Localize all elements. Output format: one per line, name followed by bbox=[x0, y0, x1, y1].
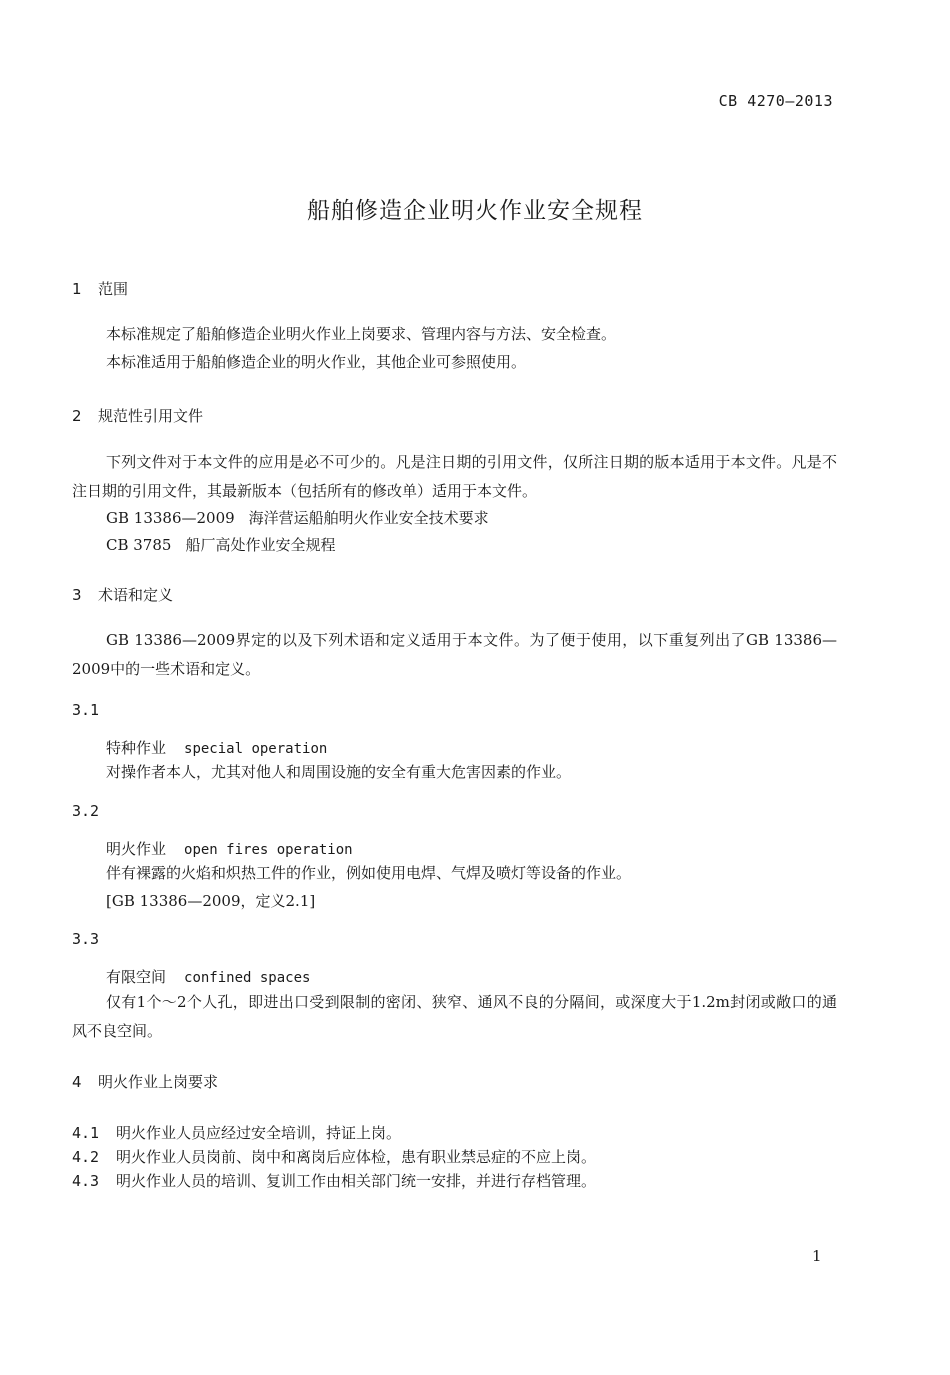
section-number: 1 bbox=[72, 280, 82, 298]
reference-item bbox=[106, 534, 335, 555]
section-4-heading bbox=[72, 1071, 218, 1092]
term-heading bbox=[106, 838, 353, 859]
reference-item bbox=[106, 507, 489, 528]
term-definition: 仅有1个～2个人孔，即进出口受到限制的密闭、狭窄、通风不良的分隔间，或深度大于1.2m封闭或敞口的通风不良空间。 bbox=[72, 993, 837, 1040]
term-heading bbox=[106, 966, 310, 987]
item-text: 明火作业人员应经过安全培训，持证上岗。 bbox=[116, 1124, 402, 1142]
reference-title: 船厂高处作业安全规程 bbox=[185, 536, 336, 554]
reference-code: GB 13386—2009 bbox=[106, 509, 235, 527]
term-number: 3.2 bbox=[72, 802, 100, 820]
section-title: 明火作业上岗要求 bbox=[98, 1073, 219, 1091]
section-3-para-1: GB 13386—2009界定的以及下列术语和定义适用于本文件。为了便于使用，以下重复列出了GB 13386—2009中的一些术语和定义。 bbox=[72, 631, 837, 678]
section-2-heading bbox=[72, 405, 203, 426]
term-en: confined spaces bbox=[184, 970, 311, 986]
term-zh: 有限空间 bbox=[106, 968, 167, 986]
item-number: 4.3 bbox=[72, 1172, 100, 1190]
section-title: 术语和定义 bbox=[98, 586, 174, 604]
section-number: 4 bbox=[72, 1073, 82, 1091]
item-text: 明火作业人员的培训、复训工作由相关部门统一安排，并进行存档管理。 bbox=[116, 1172, 597, 1190]
term-number: 3.1 bbox=[72, 701, 100, 719]
term-zh: 特种作业 bbox=[106, 739, 167, 757]
standard-code: CB 4270—2013 bbox=[718, 92, 833, 110]
section-title: 范围 bbox=[98, 280, 129, 298]
section-number: 3 bbox=[72, 586, 82, 604]
reference-code: CB 3785 bbox=[106, 536, 172, 554]
section-2-para-1: 下列文件对于本文件的应用是必不可少的。凡是注日期的引用文件，仅所注日期的版本适用于本文件。凡是不注日期的引用文件，其最新版本（包括所有的修改单）适用于本文件。 bbox=[72, 453, 837, 500]
term-number: 3.3 bbox=[72, 930, 100, 948]
term-definition: 对操作者本人，尤其对他人和周围设施的安全有重大危害因素的作业。 bbox=[106, 763, 572, 781]
page-number: 1 bbox=[812, 1247, 822, 1265]
term-en: open fires operation bbox=[184, 842, 353, 858]
term-source: [GB 13386—2009，定义2.1] bbox=[106, 892, 316, 910]
term-heading bbox=[106, 737, 327, 758]
item-number: 4.2 bbox=[72, 1148, 100, 1166]
section-1-para-2: 本标准适用于船舶修造企业的明火作业，其他企业可参照使用。 bbox=[106, 353, 527, 371]
section-1-heading bbox=[72, 278, 128, 299]
list-item bbox=[72, 1146, 596, 1167]
section-3-heading bbox=[72, 584, 173, 605]
term-definition: 伴有裸露的火焰和炽热工件的作业，例如使用电焊、气焊及喷灯等设备的作业。 bbox=[106, 864, 632, 882]
section-number: 2 bbox=[72, 407, 82, 425]
document-title: 船舶修造企业明火作业安全规程 bbox=[307, 198, 643, 224]
reference-title: 海洋营运船舶明火作业安全技术要求 bbox=[248, 509, 489, 527]
item-text: 明火作业人员岗前、岗中和离岗后应体检，患有职业禁忌症的不应上岗。 bbox=[116, 1148, 597, 1166]
section-title: 规范性引用文件 bbox=[98, 407, 204, 425]
term-zh: 明火作业 bbox=[106, 840, 167, 858]
section-1-para-1: 本标准规定了船舶修造企业明火作业上岗要求、管理内容与方法、安全检查。 bbox=[106, 325, 617, 343]
item-number: 4.1 bbox=[72, 1124, 100, 1142]
list-item bbox=[72, 1170, 596, 1191]
list-item bbox=[72, 1122, 401, 1143]
term-en: special operation bbox=[184, 741, 328, 757]
